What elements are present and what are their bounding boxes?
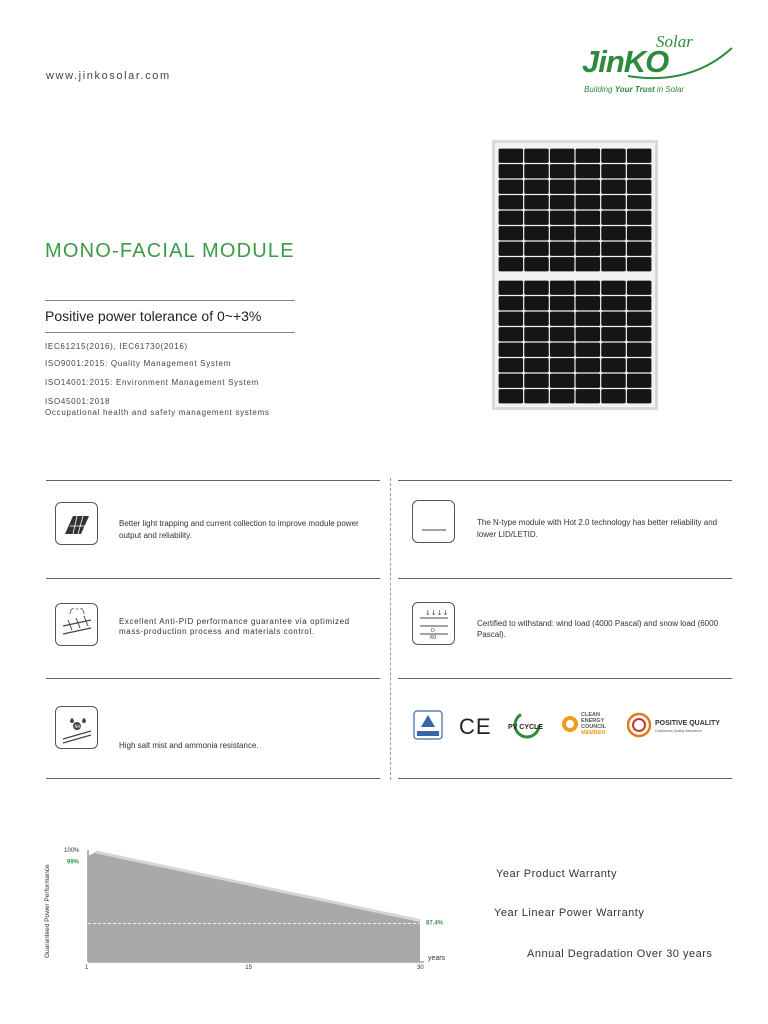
solar-cell — [524, 164, 548, 178]
salt-mist-icon — [55, 706, 98, 749]
solar-cell — [627, 195, 651, 209]
solar-cell — [524, 257, 548, 271]
svg-text:↓↓↓↓: ↓↓↓↓ — [424, 608, 448, 617]
solar-cell — [550, 358, 574, 372]
solar-cell — [576, 296, 600, 310]
divider — [398, 778, 732, 779]
solar-cell — [524, 374, 548, 388]
solar-cell — [499, 343, 523, 357]
logo-brand-text: JinKO — [582, 44, 669, 79]
solar-cell — [601, 257, 625, 271]
solar-cell — [576, 281, 600, 295]
divider — [46, 678, 380, 679]
power-tolerance: Positive power tolerance of 0~+3% — [45, 308, 262, 324]
solar-cell — [601, 296, 625, 310]
solar-cell — [576, 242, 600, 256]
feature-text: Certified to withstand: wind load (4000 Pascal) and snow load (6000 Pascal). — [477, 619, 719, 639]
solar-cell — [550, 195, 574, 209]
divider — [46, 778, 380, 779]
solar-cell — [576, 312, 600, 326]
solar-cell — [550, 211, 574, 225]
solar-cell — [576, 358, 600, 372]
feature-text: Better light trapping and current collection to improve module power output and reliability. — [119, 519, 359, 540]
solar-cell — [524, 358, 548, 372]
solar-cell — [524, 149, 548, 163]
solar-cell — [601, 164, 625, 178]
solar-cell — [499, 195, 523, 209]
warranty-linear: Year Linear Power Warranty — [494, 907, 645, 919]
ce-mark: CE — [459, 714, 492, 739]
divider — [46, 578, 380, 579]
solar-cell — [524, 226, 548, 240]
solar-cell — [550, 226, 574, 240]
solar-cell — [576, 211, 600, 225]
svg-text:NH: NH — [74, 723, 80, 729]
divider — [46, 480, 380, 481]
logo-tagline: Building Your Trust in Solar — [584, 85, 685, 94]
solar-cell — [627, 343, 651, 357]
svg-text:POSITIVE QUALITY: POSITIVE QUALITY — [655, 720, 720, 727]
solar-cell — [576, 343, 600, 357]
solar-cell — [550, 164, 574, 178]
solar-cell — [627, 296, 651, 310]
feature-text: High salt mist and ammonia resistance. — [119, 741, 259, 750]
solar-cell — [524, 312, 548, 326]
solar-cell — [627, 257, 651, 271]
solar-cell — [601, 343, 625, 357]
solar-cell — [576, 149, 600, 163]
solar-cell — [601, 226, 625, 240]
logo-swoosh-icon — [620, 36, 740, 84]
solar-cell — [601, 312, 625, 326]
svg-text:COUNCIL: COUNCIL — [581, 724, 607, 730]
solar-cell — [627, 149, 651, 163]
warranty-chart — [40, 840, 460, 970]
divider — [398, 578, 732, 579]
x-tick-15: 15 — [245, 965, 252, 970]
chart-ylabel: Guaranteed Power Performance — [44, 864, 51, 958]
cert-iso45001: ISO45001:2018 — [45, 397, 111, 406]
solar-cell — [524, 242, 548, 256]
solar-cell — [601, 242, 625, 256]
solar-cell — [524, 180, 548, 194]
logo-solar-text: Solar — [656, 32, 693, 51]
divider — [398, 678, 732, 679]
solar-cell — [576, 327, 600, 341]
solar-cell — [499, 389, 523, 403]
clean-energy-council-badge — [560, 709, 620, 739]
solar-cell — [524, 211, 548, 225]
solar-cell — [499, 211, 523, 225]
annotation-end: 87.4% — [426, 920, 444, 927]
anti-pid-icon — [55, 603, 98, 646]
solar-cell — [499, 149, 523, 163]
divider — [45, 332, 295, 333]
solar-cell — [550, 242, 574, 256]
solar-cell — [550, 180, 574, 194]
load-icon — [412, 602, 455, 645]
solar-cell — [550, 327, 574, 341]
divider — [398, 480, 732, 481]
solar-cell — [576, 180, 600, 194]
feature-text: The N-type module with Hot 2.0 technology has better reliability and lower LID/LETID. — [477, 518, 718, 539]
solar-cell — [550, 149, 574, 163]
solar-cell — [627, 164, 651, 178]
solar-cell — [601, 149, 625, 163]
svg-text:MEMBER: MEMBER — [581, 730, 606, 736]
cert-iso9001: ISO9001:2015: Quality Management System — [45, 359, 232, 368]
solar-cell — [576, 389, 600, 403]
solar-cell — [524, 327, 548, 341]
solar-cell — [601, 374, 625, 388]
solar-cell — [524, 343, 548, 357]
solar-cell — [550, 257, 574, 271]
solar-cell — [627, 327, 651, 341]
solar-cell — [627, 242, 651, 256]
solar-cell — [550, 312, 574, 326]
solar-cell — [499, 374, 523, 388]
solar-cell — [550, 296, 574, 310]
column-divider — [390, 478, 391, 780]
solar-cell — [499, 164, 523, 178]
solar-cell — [499, 327, 523, 341]
solar-cell — [524, 296, 548, 310]
solar-cell — [601, 195, 625, 209]
svg-text:60: 60 — [429, 634, 436, 641]
svg-text:CLEAN: CLEAN — [581, 712, 600, 718]
solar-cell — [524, 195, 548, 209]
degradation-area — [88, 852, 420, 962]
solar-cell — [524, 281, 548, 295]
y-tick-100: 100% — [64, 848, 80, 854]
svg-text:PV CYCLE: PV CYCLE — [508, 724, 544, 731]
solar-cell — [576, 226, 600, 240]
svg-text:Continuous Quality Assurance: Continuous Quality Assurance — [655, 729, 702, 733]
solar-cell — [524, 389, 548, 403]
feature-text: Excellent Anti-PID performance guarantee via optimized mass-production process and materials control. — [119, 617, 350, 636]
solar-cell — [627, 312, 651, 326]
solar-cell — [601, 211, 625, 225]
solar-cell — [627, 281, 651, 295]
divider — [45, 300, 295, 301]
solar-cell — [627, 226, 651, 240]
solar-cell — [499, 312, 523, 326]
solar-cell — [627, 211, 651, 225]
jinko-solar-logo — [580, 28, 740, 100]
website-url[interactable]: www.jinkosolar.com — [46, 70, 171, 82]
solar-cell — [627, 389, 651, 403]
solar-cell — [499, 296, 523, 310]
solar-cell — [499, 257, 523, 271]
solar-cell — [499, 358, 523, 372]
solar-cell — [499, 180, 523, 194]
solar-cell — [550, 343, 574, 357]
pv-cycle-badge — [506, 710, 548, 740]
solar-cell — [627, 358, 651, 372]
solar-cell — [550, 374, 574, 388]
page-title: MONO-FACIAL MODULE — [45, 240, 295, 262]
cert-iec: IEC61215(2016), IEC61730(2016) — [45, 342, 188, 351]
solar-cell — [601, 389, 625, 403]
cert-iso14001: ISO14001:2015: Environment Management System — [45, 378, 260, 387]
solar-cell — [499, 281, 523, 295]
svg-text:ENERGY: ENERGY — [581, 718, 605, 724]
warranty-product: Year Product Warranty — [496, 868, 617, 880]
x-axis-label: years — [428, 955, 446, 962]
tuv-badge — [413, 710, 443, 740]
solar-cell — [601, 327, 625, 341]
x-tick-1: 1 — [85, 965, 89, 970]
solar-cell — [550, 389, 574, 403]
solar-cell — [499, 242, 523, 256]
cert-ohs: Occupational health and safety management systems — [45, 408, 270, 417]
solar-cell — [576, 374, 600, 388]
cells-icon — [55, 502, 98, 545]
solar-cell — [601, 180, 625, 194]
solar-cell — [499, 226, 523, 240]
positive-quality-badge — [627, 710, 731, 740]
solar-cell — [576, 164, 600, 178]
solar-panel-image — [492, 140, 658, 410]
solar-cell — [601, 358, 625, 372]
x-tick-30: 30 — [417, 965, 424, 970]
solar-cell — [627, 374, 651, 388]
ntype-icon — [412, 500, 455, 543]
solar-cell — [627, 180, 651, 194]
warranty-degradation: Annual Degradation Over 30 years — [527, 948, 713, 960]
solar-cell — [576, 257, 600, 271]
annotation-start: 99% — [67, 859, 80, 866]
solar-cell — [576, 195, 600, 209]
svg-text:D: D — [430, 627, 435, 634]
solar-cell — [601, 281, 625, 295]
solar-cell — [550, 281, 574, 295]
